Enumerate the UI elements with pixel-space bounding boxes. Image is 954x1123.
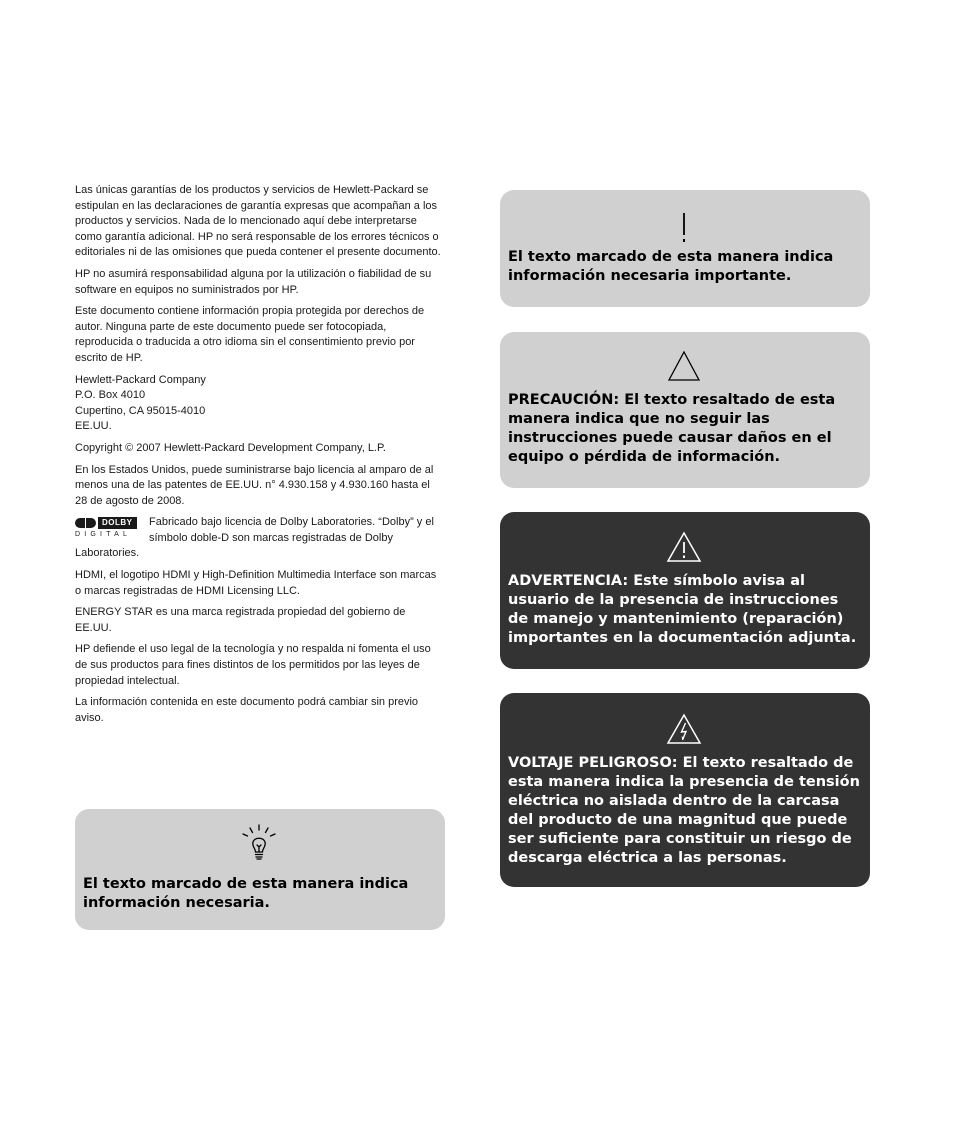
address-line: EE.UU. (75, 420, 112, 433)
warning-triangle-icon (665, 530, 703, 564)
address-line: Cupertino, CA 95015-4010 (75, 404, 206, 417)
copyright-notice-paragraph: Este documento contiene información propia protegida por derechos de autor. Ninguna parte de este documento puede ser fotocopiada, reproducida o traducida a otro idioma sin el consentimiento previo por escrito de HP. (75, 305, 425, 364)
note-box (75, 809, 445, 930)
hdmi-paragraph: HDMI, el logotipo HDMI y High-Definition Multimedia Interface son marcas o marcas registradas de HDMI Licensing LLC. (75, 569, 437, 597)
company-address (75, 373, 445, 435)
address-line: P.O. Box 4010 (75, 389, 146, 402)
note-text: El texto marcado de esta manera indica información necesaria. (83, 876, 409, 911)
intellectual-property-paragraph: HP defiende el uso legal de la tecnología y no respalda ni fomenta el uso de sus productos para fines distintos de los permitidos por las leyes de propiedad intelectual. (75, 643, 431, 687)
lightbulb-icon (239, 823, 279, 865)
high-voltage-icon (665, 712, 703, 746)
important-box (500, 190, 870, 307)
high-voltage-box (500, 693, 870, 887)
high-voltage-text: VOLTAJE PELIGROSO: El texto resaltado de esta manera indica la presencia de tensión eléctrica no aislada dentro de la carcasa del producto de una magnitud que puede ser suficiente para constituir un riesgo de descarga eléctrica a las personas. (508, 755, 860, 866)
dolby-logo-digital: DIGITAL (75, 531, 132, 539)
warning-text: ADVERTENCIA: Este símbolo avisa al usuario de la presencia de instrucciones de manejo y mantenimiento (reparación) importantes en la documentación adjunta. (508, 573, 857, 646)
double-d-icon (75, 518, 96, 528)
address-line: Hewlett-Packard Company (75, 373, 206, 386)
important-text: El texto marcado de esta manera indica información necesaria importante. (508, 249, 834, 284)
caution-box (500, 332, 870, 488)
dolby-logo-word: DOLBY (98, 517, 137, 529)
dolby-digital-logo (75, 517, 141, 540)
legal-notices (75, 183, 445, 732)
dolby-text: Fabricado bajo licencia de Dolby Laboratories. “Dolby” y el símbolo doble-D son marcas registradas de Dolby Laboratories. (75, 516, 434, 560)
license-paragraph: En los Estados Unidos, puede suministrarse bajo licencia al amparo de al menos una de las patentes de EE.UU. n° 4.930.158 y 4.930.160 hasta el 28 de agosto de 2008. (75, 463, 434, 507)
exclamation-icon (678, 210, 690, 244)
copyright-line: Copyright © 2007 Hewlett-Packard Development Company, L.P. (75, 441, 386, 454)
dolby-paragraph (75, 515, 445, 562)
triangle-outline-icon (666, 349, 702, 383)
changes-paragraph: La información contenida en este documento podrá cambiar sin previo aviso. (75, 696, 419, 724)
warranty-paragraph: Las únicas garantías de los productos y servicios de Hewlett-Packard se estipulan en las declaraciones de garantía expresas que acompañan a los productos y servicios. Nada de lo mencionado aquí debe interpretarse como garantía adicional. HP no será responsable de los errores técnicos o editoriales ni de las omisiones que pueda contener el presente documento. (75, 184, 441, 259)
responsibility-paragraph: HP no asumirá responsabilidad alguna por la utilización o fiabilidad de su software en equipos no suministrados por HP. (75, 267, 432, 296)
warning-box (500, 512, 870, 669)
energy-star-paragraph: ENERGY STAR es una marca registrada propiedad del gobierno de EE.UU. (75, 606, 406, 634)
caution-text: PRECAUCIÓN: El texto resaltado de esta manera indica que no seguir las instrucciones puede causar daños en el equipo o pérdida de información. (508, 392, 836, 465)
